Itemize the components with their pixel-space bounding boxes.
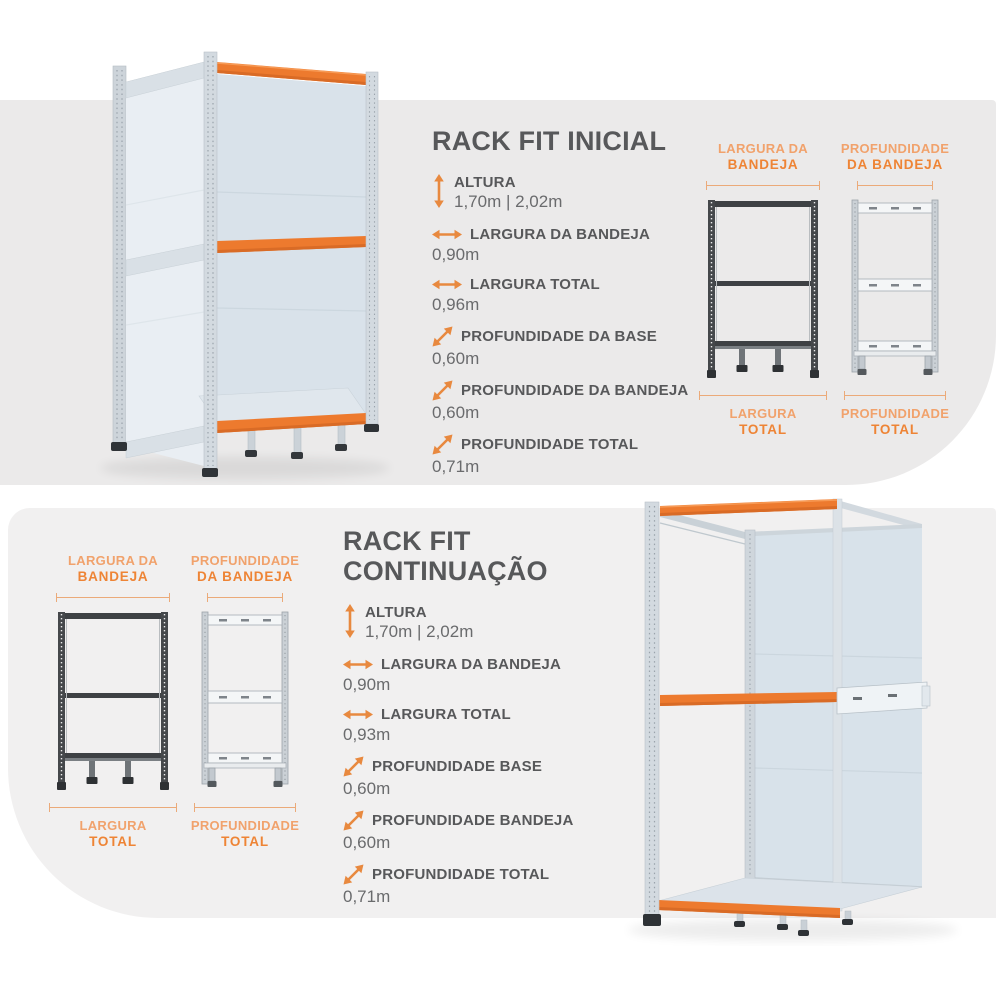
diagram-label-profundidade-total: PROFUNDIDADE TOTAL bbox=[840, 406, 950, 438]
depth-arrow-icon bbox=[432, 326, 453, 347]
height-arrow-icon bbox=[432, 174, 446, 208]
rack-front-diagram bbox=[50, 550, 176, 851]
spec-largura-bandeja bbox=[432, 226, 712, 265]
dimension-line bbox=[49, 803, 177, 812]
spec-profundidade-bandeja bbox=[432, 380, 712, 423]
spec-label: LARGURA TOTAL bbox=[470, 276, 600, 294]
spec-value: 1,70m | 2,02m bbox=[365, 622, 474, 642]
width-arrow-icon bbox=[343, 708, 373, 721]
rack-front-diagram bbox=[700, 138, 826, 439]
dimension-line bbox=[706, 181, 820, 190]
dimension-line bbox=[857, 181, 933, 190]
spec-value: 0,71m bbox=[432, 457, 480, 477]
depth-arrow-icon bbox=[432, 380, 453, 401]
diagram-label-profundidade-bandeja: PROFUNDIDADE DA BANDEJA bbox=[840, 140, 950, 173]
rack-3d-render-continuacao bbox=[603, 486, 1000, 946]
spec-value: 0,60m bbox=[343, 833, 391, 853]
specs-rack-fit-continuacao bbox=[343, 526, 623, 918]
spec-largura-total bbox=[343, 706, 623, 745]
section-title: RACK FIT INICIAL bbox=[432, 126, 667, 156]
diagram-label-largura-bandeja: LARGURA DA BANDEJA bbox=[68, 552, 158, 585]
spec-altura bbox=[343, 604, 623, 642]
section-title: RACK FIT CONTINUAÇÃO bbox=[343, 526, 548, 587]
spec-label: PROFUNDIDADE BANDEJA bbox=[372, 812, 574, 830]
diagram-label-profundidade-bandeja: PROFUNDIDADE DA BANDEJA bbox=[190, 552, 300, 585]
spec-value: 0,96m bbox=[432, 295, 480, 315]
diagrams-rack-fit-continuacao bbox=[50, 550, 346, 862]
spec-profundidade-base bbox=[432, 326, 712, 369]
rack-3d-render-inicial bbox=[75, 20, 415, 485]
height-arrow-icon bbox=[343, 604, 357, 638]
rack-side-drawing bbox=[201, 607, 289, 795]
spec-label: ALTURA bbox=[454, 174, 516, 192]
specs-rack-fit-inicial bbox=[432, 126, 712, 488]
dimension-line bbox=[699, 391, 827, 400]
spec-largura-total bbox=[432, 276, 712, 315]
dimension-line bbox=[844, 391, 946, 400]
spec-value: 0,90m bbox=[432, 245, 480, 265]
spec-label: LARGURA DA BANDEJA bbox=[470, 226, 650, 244]
spec-label: PROFUNDIDADE TOTAL bbox=[372, 866, 550, 884]
spec-label: LARGURA TOTAL bbox=[381, 706, 511, 724]
diagrams-rack-fit-inicial bbox=[700, 138, 996, 450]
width-arrow-icon bbox=[432, 228, 462, 241]
rack-front-drawing bbox=[707, 195, 819, 383]
spec-label: LARGURA DA BANDEJA bbox=[381, 656, 561, 674]
spec-largura-bandeja bbox=[343, 656, 623, 695]
spec-profundidade-base bbox=[343, 756, 623, 799]
spec-label: PROFUNDIDADE DA BASE bbox=[461, 328, 657, 346]
width-arrow-icon bbox=[343, 658, 373, 671]
spec-label: PROFUNDIDADE BASE bbox=[372, 758, 543, 776]
spec-profundidade-bandeja bbox=[343, 810, 623, 853]
spec-value: 0,71m bbox=[343, 887, 391, 907]
depth-arrow-icon bbox=[343, 756, 364, 777]
rack-side-drawing bbox=[851, 195, 939, 383]
rack-front-drawing bbox=[57, 607, 169, 795]
spec-value: 0,60m bbox=[343, 779, 391, 799]
spec-value: 0,60m bbox=[432, 349, 480, 369]
spec-value: 0,90m bbox=[343, 675, 391, 695]
rack-side-diagram bbox=[842, 138, 948, 439]
diagram-label-profundidade-total: PROFUNDIDADE TOTAL bbox=[190, 818, 300, 850]
spec-label: PROFUNDIDADE TOTAL bbox=[461, 436, 639, 454]
spec-value: 0,60m bbox=[432, 403, 480, 423]
width-arrow-icon bbox=[432, 278, 462, 291]
depth-arrow-icon bbox=[343, 810, 364, 831]
dimension-line bbox=[194, 803, 296, 812]
spec-profundidade-total bbox=[432, 434, 712, 477]
dimension-line bbox=[56, 593, 170, 602]
spec-label: PROFUNDIDADE DA BANDEJA bbox=[461, 382, 689, 400]
diagram-label-largura-total: LARGURA TOTAL bbox=[79, 818, 147, 850]
rack-side-diagram bbox=[192, 550, 298, 851]
spec-value: 1,70m | 2,02m bbox=[454, 192, 563, 212]
spec-label: ALTURA bbox=[365, 604, 427, 622]
spec-value: 0,93m bbox=[343, 725, 391, 745]
dimension-line bbox=[207, 593, 283, 602]
spec-altura bbox=[432, 174, 712, 212]
spec-profundidade-total bbox=[343, 864, 623, 907]
depth-arrow-icon bbox=[343, 864, 364, 885]
diagram-label-largura-bandeja: LARGURA DA BANDEJA bbox=[718, 140, 808, 173]
depth-arrow-icon bbox=[432, 434, 453, 455]
diagram-label-largura-total: LARGURA TOTAL bbox=[729, 406, 797, 438]
